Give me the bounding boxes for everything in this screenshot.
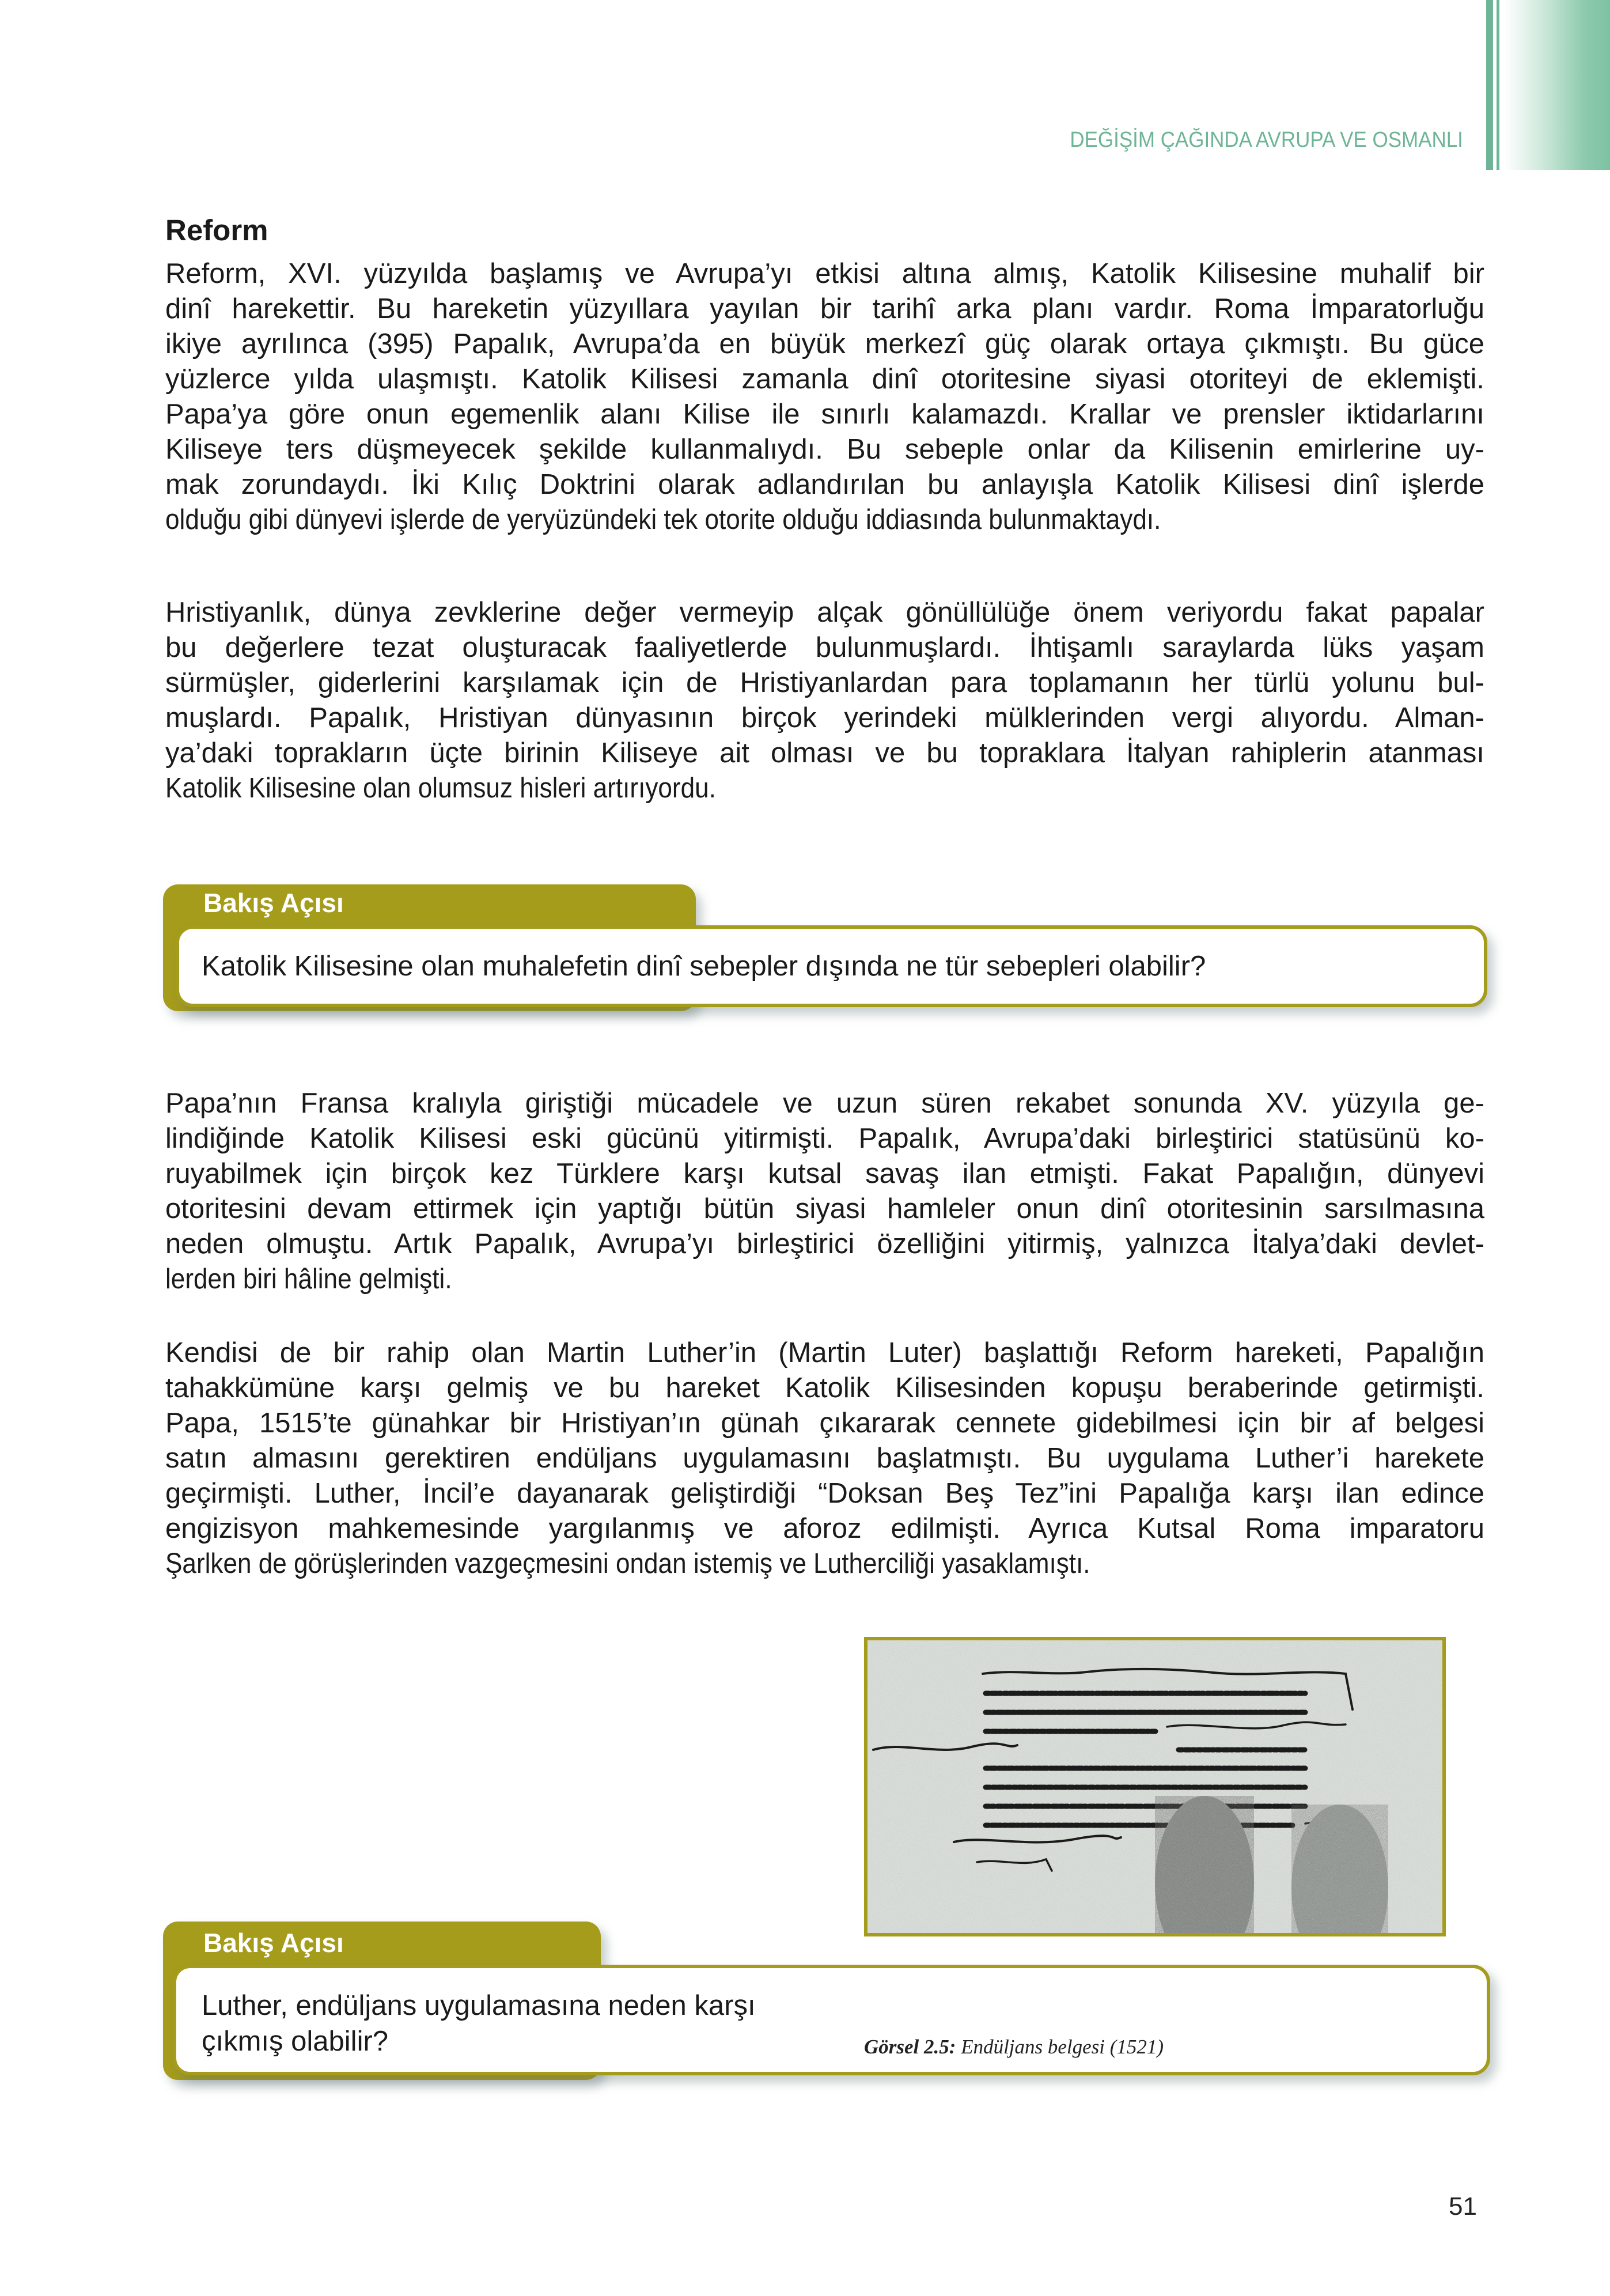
question-line: çıkmış olabilir? bbox=[202, 2026, 389, 2057]
text-line: Papa’nın Fransa kralıyla giriştiği mücadele ve uzun süren rekabet sonunda XV. yüzyıla ge- bbox=[165, 1088, 1484, 1119]
text-line: Şarlken de görüşlerinden vazgeçmesini ondan istemiş ve Lutherciliği yasaklamıştı. bbox=[165, 1548, 1090, 1579]
text-line: ya’daki toprakların üçte birinin Kiliseye ait olması ve bu topraklara İtalyan rahiplerin atanması bbox=[165, 737, 1484, 769]
text-line: lerden biri hâline gelmişti. bbox=[165, 1264, 452, 1295]
text-line: olduğu gibi dünyevi işlerde de yeryüzündeki tek otorite olduğu iddiasında bulunmaktaydı. bbox=[165, 504, 1161, 535]
paragraph-4 bbox=[165, 1336, 1484, 1582]
text-line: geçirmişti. Luther, İncil’e dayanarak geliştirdiği “Doksan Beş Tez”ini Papalığa karşı ilan edince bbox=[165, 1478, 1484, 1509]
header-accent-bar bbox=[1486, 0, 1493, 170]
text-line: sürmüşler, giderlerini karşılamak için de Hristiyanlardan para toplamanın her türlü yolunu bul- bbox=[165, 667, 1484, 698]
header-gradient-band bbox=[1505, 0, 1610, 170]
page-number: 51 bbox=[1449, 2192, 1477, 2221]
text-line: engizisyon mahkemesinde yargılanmış ve aforoz edilmişti. Ayrıca Kutsal Roma imparatoru bbox=[165, 1513, 1484, 1544]
figure-caption bbox=[864, 2036, 1164, 2059]
text-line: muşlardı. Papalık, Hristiyan dünyasının birçok yerindeki mülklerinden vergi alıyordu. Alman- bbox=[165, 702, 1484, 733]
text-line: ruyabilmek için birçok kez Türklere karşı kutsal savaş ilan etmişti. Fakat Papalığın, dünyevi bbox=[165, 1158, 1484, 1189]
perspective-label: Bakış Açısı bbox=[203, 1928, 344, 1958]
section-title: Reform bbox=[165, 214, 268, 247]
paragraph-1 bbox=[165, 256, 1484, 538]
paragraph-3 bbox=[165, 1086, 1484, 1297]
text-line: bu değerlere tezat oluşturacak faaliyetlerde bulunmuşlardı. İhtişamlı saraylarda lüks yaşam bbox=[165, 632, 1484, 663]
perspective-label: Bakış Açısı bbox=[203, 888, 344, 918]
caption-label: Görsel 2.5: bbox=[864, 2036, 956, 2058]
header-accent-bar-thin bbox=[1497, 0, 1499, 170]
text-line: Kiliseye ters düşmeyecek şekilde kullanmalıydı. Bu sebeple onlar da Kilisenin emirlerine uy- bbox=[165, 434, 1484, 465]
question-line: Luther, endüljans uygulamasına neden karşı bbox=[202, 1990, 756, 2021]
paragraph-2 bbox=[165, 595, 1484, 806]
text-line: mak zorundaydı. İki Kılıç Doktrini olarak adlandırılan bu anlayışla Katolik Kilisesi dinî işlerde bbox=[165, 469, 1484, 500]
text-line: Papa’ya göre onun egemenlik alanı Kilise ile sınırlı kalamazdı. Krallar ve prensler iktidarlarını bbox=[165, 399, 1484, 430]
text-line: lindiğinde Katolik Kilisesi eski gücünü yitirmişti. Papalık, Avrupa’daki birleştirici statüsünü ko- bbox=[165, 1123, 1484, 1154]
text-line: satın almasını gerektiren endüljans uygulamasını başlatmıştı. Bu uygulama Luther’i harekete bbox=[165, 1443, 1484, 1474]
chapter-title: DEĞİŞİM ÇAĞINDA AVRUPA VE OSMANLI bbox=[1070, 128, 1463, 152]
manuscript-illustration bbox=[867, 1640, 1442, 1933]
text-line: Papa, 1515’te günahkar bir Hristiyan’ın günah çıkararak cennete gidebilmesi için bir af belgesi bbox=[165, 1408, 1484, 1439]
text-line: neden olmuştu. Artık Papalık, Avrupa’yı birleştirici özelliğini yitirmiş, yalnızca İtalya’daki devlet- bbox=[165, 1228, 1484, 1259]
text-line: ikiye ayrılınca (395) Papalık, Avrupa’da en büyük merkezî güç olarak ortaya çıkmıştı. Bu güce bbox=[165, 328, 1484, 360]
indulgence-document-image bbox=[864, 1637, 1446, 1936]
text-line: dinî harekettir. Bu hareketin yüzyıllara yayılan bir tarihî arka planı vardır. Roma İmparatorluğu bbox=[165, 293, 1484, 324]
text-line: otoritesini devam ettirmek için yaptığı bütün siyasi hamleler onun dinî otoritesinin sarsılmasına bbox=[165, 1193, 1484, 1224]
perspective-question: Katolik Kilisesine olan muhalefetin dinî sebepler dışında ne tür sebepleri olabilir? bbox=[202, 951, 1206, 982]
text-line: tahakkümüne karşı gelmiş ve bu hareket Katolik Kilisesinden kopuşu beraberinde getirmişti. bbox=[165, 1372, 1484, 1404]
text-line: Katolik Kilisesine olan olumsuz hisleri artırıyordu. bbox=[165, 773, 716, 804]
text-line: yüzlerce yılda ulaşmıştı. Katolik Kilisesi zamanla dinî otoritesine siyasi otoriteyi de eklemişti. bbox=[165, 364, 1484, 395]
perspective-question bbox=[202, 1988, 756, 2059]
text-line: Reform, XVI. yüzyılda başlamış ve Avrupa’yı etkisi altına almış, Katolik Kilisesine muhalif bir bbox=[165, 258, 1484, 289]
text-line: Hristiyanlık, dünya zevklerine değer vermeyip alçak gönüllülüğe önem veriyordu fakat papalar bbox=[165, 597, 1484, 628]
text-line: Kendisi de bir rahip olan Martin Luther’in (Martin Luter) başlattığı Reform hareketi, Papalığın bbox=[165, 1337, 1484, 1368]
caption-text: Endüljans belgesi (1521) bbox=[956, 2036, 1164, 2058]
